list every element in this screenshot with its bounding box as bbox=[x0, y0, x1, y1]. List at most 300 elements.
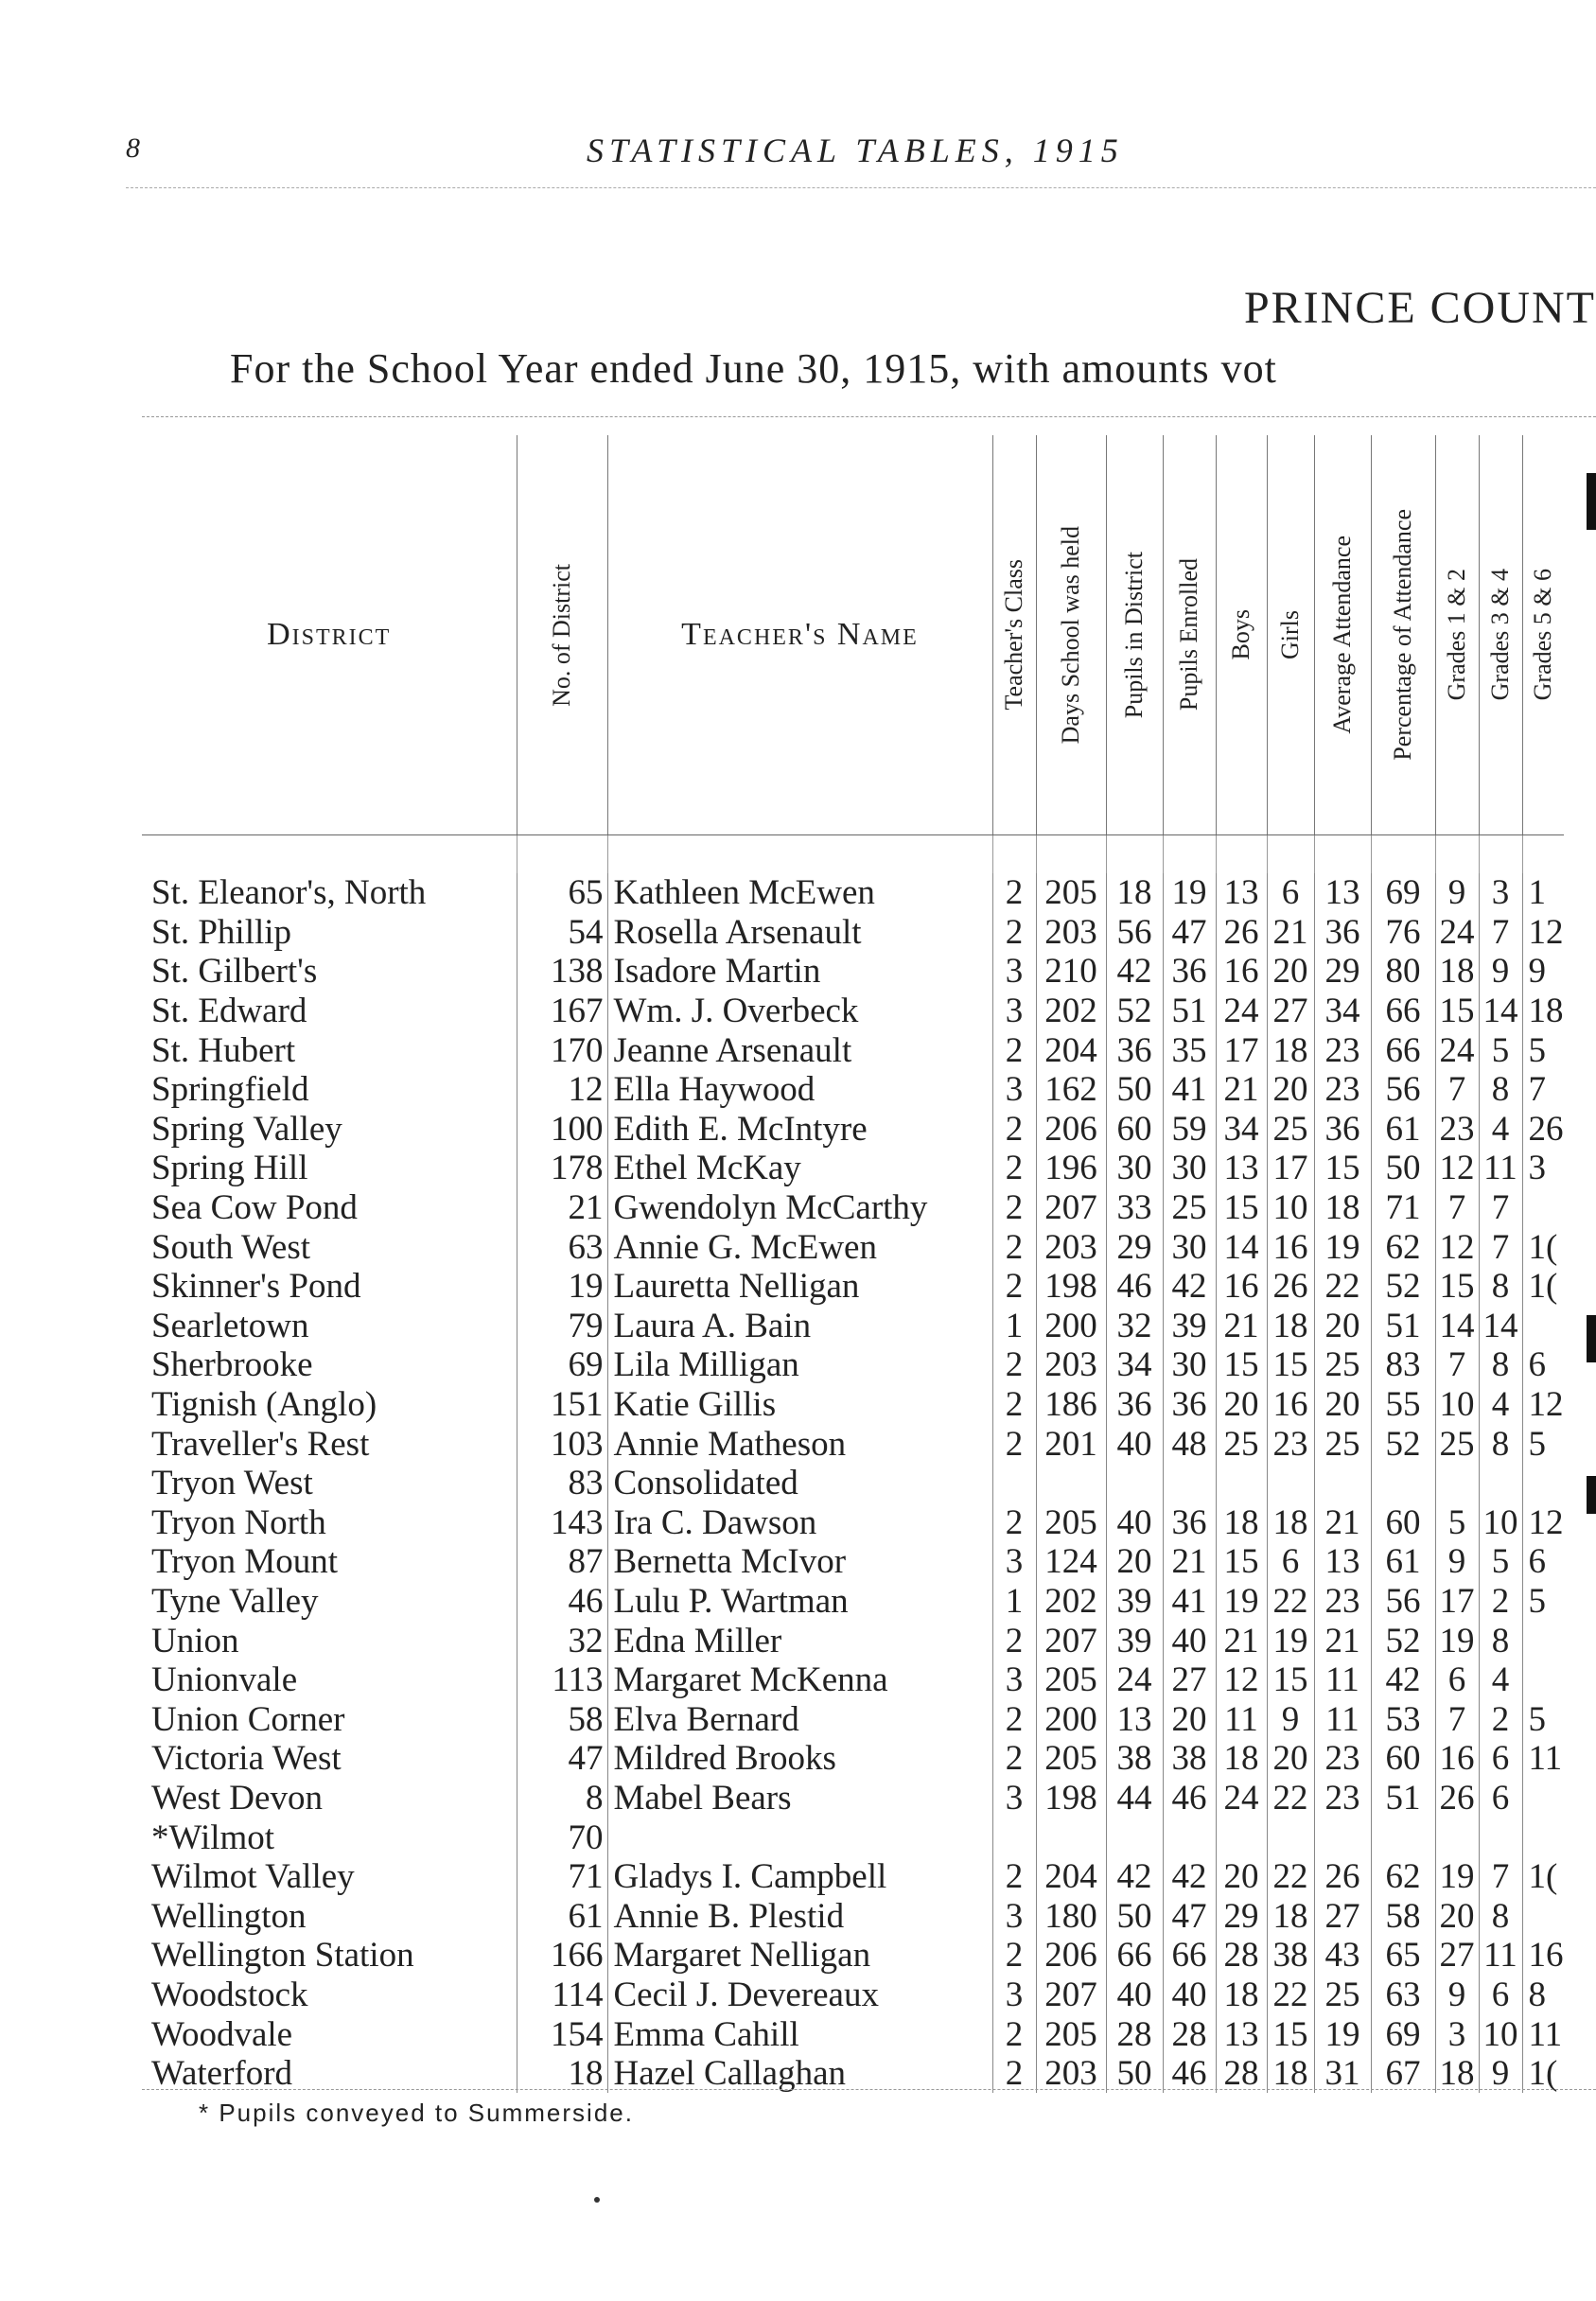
district-number-cell: 166 bbox=[517, 1936, 607, 1976]
pupils-in-district-cell: 39 bbox=[1106, 1621, 1163, 1660]
pupils-enrolled-cell: 30 bbox=[1163, 1227, 1216, 1267]
days-held-cell: 198 bbox=[1036, 1779, 1106, 1818]
grades-1-2-cell: 12 bbox=[1435, 1149, 1479, 1188]
footnote: * Pupils conveyed to Summerside. bbox=[199, 2099, 634, 2127]
percentage-attendance-cell: 58 bbox=[1371, 1896, 1435, 1936]
district-number-cell: 63 bbox=[517, 1227, 607, 1267]
girls-cell: 16 bbox=[1267, 1227, 1314, 1267]
table-header-row bbox=[142, 435, 1564, 835]
district-cell: Sea Cow Pond bbox=[151, 1188, 358, 1228]
table-row bbox=[142, 1110, 1564, 1150]
pupils-enrolled-cell: 20 bbox=[1163, 1699, 1216, 1739]
grades-5-6-cell bbox=[1522, 1896, 1564, 1936]
girls-cell: 17 bbox=[1267, 1149, 1314, 1188]
district-cell: Searletown bbox=[151, 1306, 309, 1345]
grades-1-2-cell: 23 bbox=[1435, 1110, 1479, 1150]
pupils-enrolled-cell: 40 bbox=[1163, 1976, 1216, 2015]
grades-5-6-cell: 5 bbox=[1522, 1699, 1564, 1739]
pupils-in-district-cell: 36 bbox=[1106, 1385, 1163, 1425]
boys-cell bbox=[1216, 1464, 1267, 1503]
average-attendance-cell: 18 bbox=[1314, 1188, 1371, 1228]
average-attendance-cell: 20 bbox=[1314, 1307, 1371, 1346]
table-row bbox=[142, 913, 1564, 953]
district-cell: Springfield bbox=[151, 1070, 309, 1110]
girls-cell: 15 bbox=[1267, 1660, 1314, 1700]
page-edge-blot bbox=[1587, 473, 1596, 530]
average-attendance-cell: 23 bbox=[1314, 1030, 1371, 1070]
percentage-attendance-cell: 83 bbox=[1371, 1345, 1435, 1385]
footnote-rule bbox=[142, 2089, 1596, 2090]
boys-cell: 20 bbox=[1216, 1857, 1267, 1897]
table-row bbox=[142, 1857, 1564, 1897]
pupils-enrolled-cell: 59 bbox=[1163, 1110, 1216, 1150]
days-held-cell: 162 bbox=[1036, 1070, 1106, 1110]
boys-cell: 14 bbox=[1216, 1227, 1267, 1267]
days-held-cell bbox=[1036, 1818, 1106, 1857]
teacher-name-cell: Isadore Martin bbox=[607, 952, 992, 992]
grades-3-4-cell: 2 bbox=[1479, 1699, 1522, 1739]
days-held-cell: 204 bbox=[1036, 1030, 1106, 1070]
header-no-of-district: No. of District bbox=[517, 435, 607, 835]
grades-5-6-cell: 11 bbox=[1522, 1739, 1564, 1779]
grades-1-2-cell: 9 bbox=[1435, 873, 1479, 913]
pupils-in-district-cell: 42 bbox=[1106, 952, 1163, 992]
teacher-class-cell: 2 bbox=[992, 1739, 1036, 1779]
days-held-cell: 200 bbox=[1036, 1699, 1106, 1739]
grades-3-4-cell: 9 bbox=[1479, 952, 1522, 992]
boys-cell: 26 bbox=[1216, 913, 1267, 953]
pupils-in-district-cell: 33 bbox=[1106, 1188, 1163, 1228]
grades-5-6-cell: 1( bbox=[1522, 1857, 1564, 1897]
header-rule bbox=[126, 187, 1596, 188]
average-attendance-cell: 19 bbox=[1314, 1227, 1371, 1267]
percentage-attendance-cell: 62 bbox=[1371, 1227, 1435, 1267]
pupils-in-district-cell: 29 bbox=[1106, 1227, 1163, 1267]
teacher-name-cell: Edna Miller bbox=[607, 1621, 992, 1660]
district-cell: Woodvale bbox=[151, 2014, 293, 2054]
days-held-cell: 203 bbox=[1036, 913, 1106, 953]
average-attendance-cell: 26 bbox=[1314, 1857, 1371, 1897]
percentage-attendance-cell: 66 bbox=[1371, 992, 1435, 1031]
district-cell: St. Hubert bbox=[151, 1030, 296, 1070]
girls-cell bbox=[1267, 1818, 1314, 1857]
days-held-cell: 207 bbox=[1036, 1976, 1106, 2015]
boys-cell: 29 bbox=[1216, 1896, 1267, 1936]
pupils-enrolled-cell: 36 bbox=[1163, 1503, 1216, 1543]
table-row bbox=[142, 1896, 1564, 1936]
teacher-class-cell: 3 bbox=[992, 992, 1036, 1031]
table-row bbox=[142, 873, 1564, 913]
pupils-in-district-cell: 42 bbox=[1106, 1857, 1163, 1897]
days-held-cell: 202 bbox=[1036, 1582, 1106, 1622]
district-cell: Wilmot Valley bbox=[151, 1857, 355, 1897]
grades-1-2-cell: 9 bbox=[1435, 1542, 1479, 1582]
pupils-enrolled-cell: 25 bbox=[1163, 1188, 1216, 1228]
days-held-cell: 206 bbox=[1036, 1110, 1106, 1150]
girls-cell: 15 bbox=[1267, 1345, 1314, 1385]
table-row bbox=[142, 1699, 1564, 1739]
percentage-attendance-cell: 63 bbox=[1371, 1976, 1435, 2015]
grades-5-6-cell: 1( bbox=[1522, 2054, 1564, 2094]
district-cell: Spring Hill bbox=[151, 1149, 308, 1188]
boys-cell: 24 bbox=[1216, 1779, 1267, 1818]
table-subtitle: For the School Year ended June 30, 1915, with amounts vot bbox=[230, 345, 1277, 392]
days-held-cell: 200 bbox=[1036, 1307, 1106, 1346]
boys-cell: 19 bbox=[1216, 1582, 1267, 1622]
percentage-attendance-cell: 51 bbox=[1371, 1307, 1435, 1346]
average-attendance-cell bbox=[1314, 1464, 1371, 1503]
grades-3-4-cell: 6 bbox=[1479, 1739, 1522, 1779]
average-attendance-cell: 29 bbox=[1314, 952, 1371, 992]
teacher-name-cell: Wm. J. Overbeck bbox=[607, 992, 992, 1031]
grades-3-4-cell: 6 bbox=[1479, 1779, 1522, 1818]
grades-3-4-cell: 7 bbox=[1479, 1857, 1522, 1897]
grades-3-4-cell: 11 bbox=[1479, 1936, 1522, 1976]
percentage-attendance-cell: 51 bbox=[1371, 1779, 1435, 1818]
days-held-cell: 205 bbox=[1036, 1503, 1106, 1543]
teacher-name-cell: Lila Milligan bbox=[607, 1345, 992, 1385]
grades-5-6-cell bbox=[1522, 1307, 1564, 1346]
teacher-name-cell: Lulu P. Wartman bbox=[607, 1582, 992, 1622]
pupils-in-district-cell: 18 bbox=[1106, 873, 1163, 913]
teacher-class-cell: 3 bbox=[992, 1779, 1036, 1818]
percentage-attendance-cell: 60 bbox=[1371, 1739, 1435, 1779]
teacher-class-cell: 2 bbox=[992, 1030, 1036, 1070]
grades-3-4-cell: 10 bbox=[1479, 2014, 1522, 2054]
grades-1-2-cell: 18 bbox=[1435, 952, 1479, 992]
percentage-attendance-cell: 61 bbox=[1371, 1542, 1435, 1582]
district-cell: South West bbox=[151, 1227, 310, 1267]
days-held-cell: 198 bbox=[1036, 1267, 1106, 1307]
teacher-class-cell: 2 bbox=[992, 1857, 1036, 1897]
average-attendance-cell: 25 bbox=[1314, 1424, 1371, 1464]
district-number-cell: 103 bbox=[517, 1424, 607, 1464]
header-teacher-name: Teacher's Name bbox=[607, 435, 992, 835]
grades-1-2-cell: 15 bbox=[1435, 992, 1479, 1031]
girls-cell: 9 bbox=[1267, 1699, 1314, 1739]
average-attendance-cell: 23 bbox=[1314, 1582, 1371, 1622]
district-number-cell: 65 bbox=[517, 873, 607, 913]
header-teachers-class: Teacher's Class bbox=[992, 435, 1036, 835]
grades-1-2-cell: 19 bbox=[1435, 1621, 1479, 1660]
table-row bbox=[142, 1779, 1564, 1818]
table-row bbox=[142, 1739, 1564, 1779]
days-held-cell: 201 bbox=[1036, 1424, 1106, 1464]
average-attendance-cell: 22 bbox=[1314, 1267, 1371, 1307]
header-girls: Girls bbox=[1267, 435, 1314, 835]
days-held-cell: 204 bbox=[1036, 1857, 1106, 1897]
boys-cell: 13 bbox=[1216, 1149, 1267, 1188]
percentage-attendance-cell: 52 bbox=[1371, 1424, 1435, 1464]
average-attendance-cell: 13 bbox=[1314, 1542, 1371, 1582]
table-row bbox=[142, 2054, 1564, 2094]
table-row bbox=[142, 1976, 1564, 2015]
table-row bbox=[142, 1542, 1564, 1582]
girls-cell bbox=[1267, 1464, 1314, 1503]
district-number-cell: 70 bbox=[517, 1818, 607, 1857]
days-held-cell: 210 bbox=[1036, 952, 1106, 992]
district-number-cell: 46 bbox=[517, 1582, 607, 1622]
percentage-attendance-cell: 62 bbox=[1371, 1857, 1435, 1897]
average-attendance-cell: 23 bbox=[1314, 1070, 1371, 1110]
percentage-attendance-cell: 76 bbox=[1371, 913, 1435, 953]
boys-cell: 16 bbox=[1216, 952, 1267, 992]
district-number-cell: 12 bbox=[517, 1070, 607, 1110]
girls-cell: 18 bbox=[1267, 1503, 1314, 1543]
table-row bbox=[142, 1385, 1564, 1425]
grades-3-4-cell: 6 bbox=[1479, 1976, 1522, 2015]
grades-5-6-cell: 1 bbox=[1522, 873, 1564, 913]
percentage-attendance-cell: 69 bbox=[1371, 2014, 1435, 2054]
teacher-name-cell: Jeanne Arsenault bbox=[607, 1030, 992, 1070]
days-held-cell bbox=[1036, 1464, 1106, 1503]
header-pupils-in-district: Pupils in District bbox=[1106, 435, 1163, 835]
pupils-enrolled-cell: 47 bbox=[1163, 913, 1216, 953]
pupils-enrolled-cell: 36 bbox=[1163, 1385, 1216, 1425]
header-spacer-row bbox=[142, 835, 1564, 874]
pupils-enrolled-cell bbox=[1163, 1818, 1216, 1857]
pupils-enrolled-cell: 27 bbox=[1163, 1660, 1216, 1700]
pupils-enrolled-cell: 46 bbox=[1163, 2054, 1216, 2094]
days-held-cell: 124 bbox=[1036, 1542, 1106, 1582]
district-number-cell: 114 bbox=[517, 1976, 607, 2015]
average-attendance-cell: 13 bbox=[1314, 873, 1371, 913]
district-number-cell: 47 bbox=[517, 1739, 607, 1779]
percentage-attendance-cell: 52 bbox=[1371, 1621, 1435, 1660]
grades-3-4-cell: 8 bbox=[1479, 1267, 1522, 1307]
days-held-cell: 205 bbox=[1036, 1660, 1106, 1700]
grades-5-6-cell: 3 bbox=[1522, 1149, 1564, 1188]
average-attendance-cell: 11 bbox=[1314, 1699, 1371, 1739]
table-row bbox=[142, 1621, 1564, 1660]
district-number-cell: 19 bbox=[517, 1267, 607, 1307]
girls-cell: 19 bbox=[1267, 1621, 1314, 1660]
boys-cell: 20 bbox=[1216, 1385, 1267, 1425]
percentage-attendance-cell: 80 bbox=[1371, 952, 1435, 992]
page-edge-blot bbox=[1587, 1315, 1596, 1362]
teacher-name-cell: Ethel McKay bbox=[607, 1149, 992, 1188]
grades-3-4-cell bbox=[1479, 1818, 1522, 1857]
grades-1-2-cell: 9 bbox=[1435, 1976, 1479, 2015]
pupils-in-district-cell: 44 bbox=[1106, 1779, 1163, 1818]
grades-1-2-cell: 26 bbox=[1435, 1779, 1479, 1818]
teacher-class-cell: 2 bbox=[992, 1385, 1036, 1425]
teacher-name-cell: Elva Bernard bbox=[607, 1699, 992, 1739]
teacher-class-cell: 2 bbox=[992, 913, 1036, 953]
average-attendance-cell: 34 bbox=[1314, 992, 1371, 1031]
district-cell: Sherbrooke bbox=[151, 1345, 313, 1385]
pupils-enrolled-cell: 38 bbox=[1163, 1739, 1216, 1779]
grades-5-6-cell bbox=[1522, 1464, 1564, 1503]
girls-cell: 16 bbox=[1267, 1385, 1314, 1425]
grades-1-2-cell: 20 bbox=[1435, 1896, 1479, 1936]
teacher-name-cell: Kathleen McEwen bbox=[607, 873, 992, 913]
teacher-name-cell: Bernetta McIvor bbox=[607, 1542, 992, 1582]
teacher-name-cell bbox=[607, 1818, 992, 1857]
grades-3-4-cell: 4 bbox=[1479, 1110, 1522, 1150]
district-cell: Victoria West bbox=[151, 1739, 342, 1779]
boys-cell: 24 bbox=[1216, 992, 1267, 1031]
girls-cell: 25 bbox=[1267, 1110, 1314, 1150]
grades-3-4-cell: 8 bbox=[1479, 1621, 1522, 1660]
days-held-cell: 206 bbox=[1036, 1936, 1106, 1976]
county-title: PRINCE COUNT bbox=[1243, 283, 1596, 333]
table-row bbox=[142, 1345, 1564, 1385]
district-number-cell: 61 bbox=[517, 1896, 607, 1936]
grades-3-4-cell: 3 bbox=[1479, 873, 1522, 913]
grades-3-4-cell: 14 bbox=[1479, 1307, 1522, 1346]
teacher-class-cell: 2 bbox=[992, 1149, 1036, 1188]
district-number-cell: 69 bbox=[517, 1345, 607, 1385]
boys-cell: 17 bbox=[1216, 1030, 1267, 1070]
pupils-in-district-cell: 34 bbox=[1106, 1345, 1163, 1385]
boys-cell: 11 bbox=[1216, 1699, 1267, 1739]
teacher-name-cell: Annie G. McEwen bbox=[607, 1227, 992, 1267]
district-number-cell: 87 bbox=[517, 1542, 607, 1582]
district-cell: St. Phillip bbox=[151, 912, 292, 952]
pupils-in-district-cell: 50 bbox=[1106, 2054, 1163, 2094]
days-held-cell: 203 bbox=[1036, 2054, 1106, 2094]
district-number-cell: 138 bbox=[517, 952, 607, 992]
grades-1-2-cell: 24 bbox=[1435, 913, 1479, 953]
grades-3-4-cell bbox=[1479, 1464, 1522, 1503]
teacher-class-cell: 2 bbox=[992, 1699, 1036, 1739]
district-number-cell: 151 bbox=[517, 1385, 607, 1425]
girls-cell: 27 bbox=[1267, 992, 1314, 1031]
boys-cell: 12 bbox=[1216, 1660, 1267, 1700]
district-number-cell: 71 bbox=[517, 1857, 607, 1897]
percentage-attendance-cell: 65 bbox=[1371, 1936, 1435, 1976]
grades-5-6-cell: 5 bbox=[1522, 1582, 1564, 1622]
pupils-in-district-cell: 40 bbox=[1106, 1503, 1163, 1543]
grades-5-6-cell: 18 bbox=[1522, 992, 1564, 1031]
grades-1-2-cell: 18 bbox=[1435, 2054, 1479, 2094]
page-edge-blot bbox=[1587, 1476, 1596, 1514]
district-number-cell: 58 bbox=[517, 1699, 607, 1739]
percentage-attendance-cell: 56 bbox=[1371, 1582, 1435, 1622]
pupils-enrolled-cell: 48 bbox=[1163, 1424, 1216, 1464]
boys-cell: 34 bbox=[1216, 1110, 1267, 1150]
boys-cell: 18 bbox=[1216, 1976, 1267, 2015]
average-attendance-cell: 36 bbox=[1314, 913, 1371, 953]
table-row bbox=[142, 952, 1564, 992]
teacher-class-cell: 3 bbox=[992, 1976, 1036, 2015]
district-number-cell: 167 bbox=[517, 992, 607, 1031]
grades-3-4-cell: 7 bbox=[1479, 1227, 1522, 1267]
girls-cell: 6 bbox=[1267, 873, 1314, 913]
grades-1-2-cell: 25 bbox=[1435, 1424, 1479, 1464]
grades-1-2-cell: 12 bbox=[1435, 1227, 1479, 1267]
district-cell: Union bbox=[151, 1621, 239, 1660]
teacher-class-cell: 2 bbox=[992, 1110, 1036, 1150]
teacher-name-cell: Lauretta Nelligan bbox=[607, 1267, 992, 1307]
average-attendance-cell: 21 bbox=[1314, 1503, 1371, 1543]
teacher-name-cell: Edith E. McIntyre bbox=[607, 1110, 992, 1150]
boys-cell: 13 bbox=[1216, 2014, 1267, 2054]
district-cell: Spring Valley bbox=[151, 1109, 342, 1149]
district-number-cell: 8 bbox=[517, 1779, 607, 1818]
days-held-cell: 180 bbox=[1036, 1896, 1106, 1936]
teacher-class-cell: 3 bbox=[992, 1070, 1036, 1110]
grades-3-4-cell: 7 bbox=[1479, 1188, 1522, 1228]
district-cell: St. Gilbert's bbox=[151, 952, 318, 992]
days-held-cell: 203 bbox=[1036, 1227, 1106, 1267]
running-head: STATISTICAL TABLES, 1915 bbox=[587, 132, 1124, 169]
girls-cell: 20 bbox=[1267, 952, 1314, 992]
teacher-class-cell: 3 bbox=[992, 1542, 1036, 1582]
grades-3-4-cell: 8 bbox=[1479, 1424, 1522, 1464]
pupils-in-district-cell: 66 bbox=[1106, 1936, 1163, 1976]
pupils-in-district-cell: 36 bbox=[1106, 1030, 1163, 1070]
table-row bbox=[142, 2014, 1564, 2054]
pupils-in-district-cell bbox=[1106, 1464, 1163, 1503]
table-row bbox=[142, 1503, 1564, 1543]
teacher-name-cell: Cecil J. Devereaux bbox=[607, 1976, 992, 2015]
grades-5-6-cell bbox=[1522, 1660, 1564, 1700]
district-cell: Traveller's Rest bbox=[151, 1424, 370, 1464]
pupils-in-district-cell: 39 bbox=[1106, 1582, 1163, 1622]
teacher-name-cell: Ira C. Dawson bbox=[607, 1503, 992, 1543]
grades-3-4-cell: 5 bbox=[1479, 1030, 1522, 1070]
teacher-name-cell: Mabel Bears bbox=[607, 1779, 992, 1818]
pupils-enrolled-cell: 39 bbox=[1163, 1307, 1216, 1346]
average-attendance-cell: 31 bbox=[1314, 2054, 1371, 2094]
girls-cell: 18 bbox=[1267, 2054, 1314, 2094]
average-attendance-cell: 21 bbox=[1314, 1621, 1371, 1660]
table-row bbox=[142, 1188, 1564, 1228]
grades-1-2-cell bbox=[1435, 1464, 1479, 1503]
grades-1-2-cell: 19 bbox=[1435, 1857, 1479, 1897]
teacher-class-cell: 2 bbox=[992, 1188, 1036, 1228]
district-number-cell: 178 bbox=[517, 1149, 607, 1188]
table-row bbox=[142, 1070, 1564, 1110]
girls-cell: 26 bbox=[1267, 1267, 1314, 1307]
table-row bbox=[142, 1818, 1564, 1857]
average-attendance-cell: 36 bbox=[1314, 1110, 1371, 1150]
days-held-cell: 207 bbox=[1036, 1188, 1106, 1228]
girls-cell: 20 bbox=[1267, 1070, 1314, 1110]
grades-1-2-cell: 17 bbox=[1435, 1582, 1479, 1622]
grades-5-6-cell: 1( bbox=[1522, 1267, 1564, 1307]
district-cell: Wellington Station bbox=[151, 1936, 414, 1976]
teacher-name-cell: Emma Cahill bbox=[607, 2014, 992, 2054]
average-attendance-cell: 23 bbox=[1314, 1779, 1371, 1818]
teacher-name-cell: Annie Matheson bbox=[607, 1424, 992, 1464]
grades-3-4-cell: 10 bbox=[1479, 1503, 1522, 1543]
grades-5-6-cell: 12 bbox=[1522, 1385, 1564, 1425]
district-cell: Woodstock bbox=[151, 1975, 308, 2014]
boys-cell bbox=[1216, 1818, 1267, 1857]
table-top-rule bbox=[142, 416, 1596, 417]
grades-5-6-cell: 9 bbox=[1522, 952, 1564, 992]
teacher-class-cell: 2 bbox=[992, 1936, 1036, 1976]
pupils-enrolled-cell: 51 bbox=[1163, 992, 1216, 1031]
percentage-attendance-cell: 55 bbox=[1371, 1385, 1435, 1425]
pupils-enrolled-cell: 19 bbox=[1163, 873, 1216, 913]
teacher-class-cell: 2 bbox=[992, 1345, 1036, 1385]
grades-1-2-cell: 27 bbox=[1435, 1936, 1479, 1976]
pupils-enrolled-cell: 30 bbox=[1163, 1149, 1216, 1188]
district-number-cell: 79 bbox=[517, 1307, 607, 1346]
district-cell: St. Eleanor's, North bbox=[151, 873, 427, 913]
boys-cell: 21 bbox=[1216, 1621, 1267, 1660]
boys-cell: 15 bbox=[1216, 1542, 1267, 1582]
district-number-cell: 170 bbox=[517, 1030, 607, 1070]
boys-cell: 16 bbox=[1216, 1267, 1267, 1307]
district-number-cell: 83 bbox=[517, 1464, 607, 1503]
header-pupils-enrolled: Pupils Enrolled bbox=[1163, 435, 1216, 835]
grades-3-4-cell: 2 bbox=[1479, 1582, 1522, 1622]
